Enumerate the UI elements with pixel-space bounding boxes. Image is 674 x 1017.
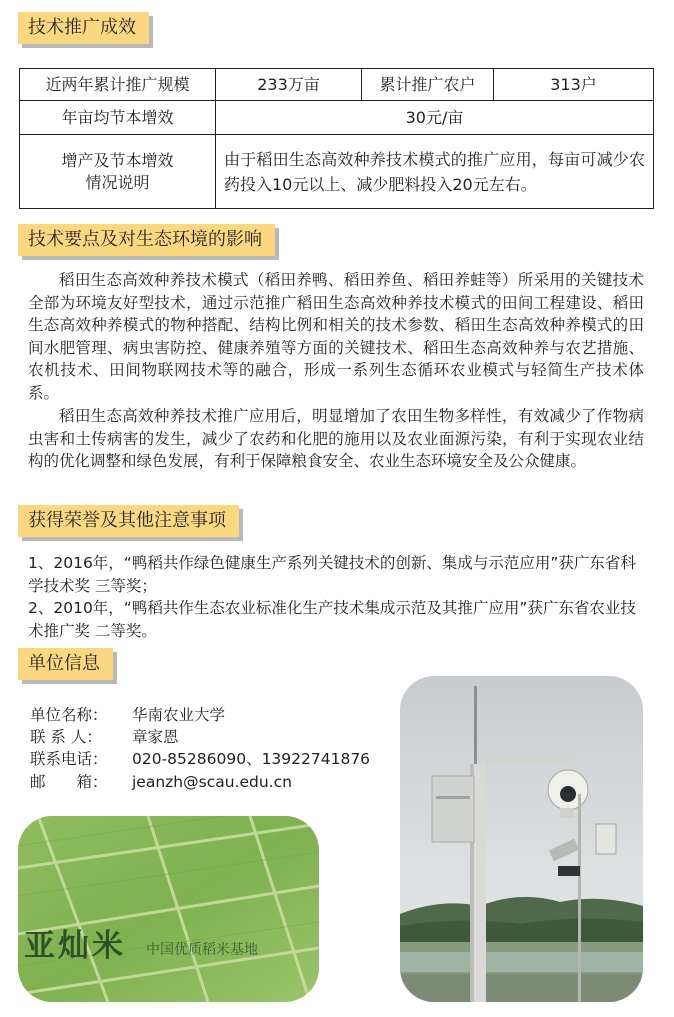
table-cell: 313户 — [494, 69, 654, 101]
contact-person: 章家恩 — [132, 728, 179, 747]
table-cell: 由于稻田生态高效种养技术模式的推广应用，每亩可减少农药投入10元以上、减少肥料投入20元左右。 — [216, 135, 654, 209]
monitoring-station-photo — [400, 676, 643, 1002]
table-cell-line: 情况说明 — [85, 172, 150, 192]
unit-name: 华南农业大学 — [132, 706, 226, 724]
info-row — [30, 771, 370, 793]
honor-list — [28, 552, 644, 642]
contact-phone: 020-85286090、13922741876 — [132, 750, 371, 769]
metrics-table — [19, 68, 654, 209]
info-label: 单位名称： — [30, 706, 108, 724]
table-cell-line: 增产及节本增效 — [61, 150, 174, 170]
paragraph: 稻田生态高效种养技术模式（稻田养鸭、稻田养鱼、稻田养蛙等）所采用的关键技术全部为环境友好型技术，通过示范推广稻田生态高效种养技术模式的田间工程建设、稻田生态高效种养模式的物种搭配、结构比例和相关的技术参数、稻田生态高效种养模式的田间水肥管理、病虫害防控、健康养殖等方面的关键技术、稻田生态高效种养与农艺措施、农机技术、田间物联网技术等的融合，形成一系列生态循环农业模式与轻简生产技术体系。 — [28, 271, 644, 402]
paragraph: 稻田生态高效种养技术推广应用后，明显增加了农田生物多样性，有效减少了作物病虫害和土传病害的发生，减少了农药和化肥的施用以及农业面源污染，有利于实现农业结构的优化调整和绿色发展，有利于保障粮食安全、农业生态环境安全及公众健康。 — [28, 407, 644, 471]
table-cell: 近两年累计推广规模 — [20, 69, 216, 101]
section-title-unit: 单位信息 — [18, 648, 113, 680]
unit-info — [30, 704, 370, 793]
section-title-results: 技术推广成效 — [18, 12, 149, 44]
field-big-text: 亚灿米 — [24, 928, 126, 964]
table-cell: 年亩均节本增效 — [20, 101, 216, 135]
table-cell: 累计推广农户 — [362, 69, 494, 101]
info-row — [30, 726, 370, 748]
section-title-key-points: 技术要点及对生态环境的影响 — [18, 224, 275, 256]
list-item: 2、2010年，“鸭稻共作生态农业标准化生产技术集成示范及其推广应用”获广东省农业技术推广奖 二等奖。 — [28, 599, 636, 640]
rice-field-photo — [18, 816, 319, 1002]
table-cell: 233万亩 — [216, 69, 362, 101]
table-cell — [20, 135, 216, 209]
info-label: 联系电话： — [30, 750, 108, 769]
table-row — [20, 69, 654, 101]
field-small-text: 中国优质稻米基地 — [146, 942, 258, 958]
info-row — [30, 704, 370, 726]
info-label: 邮 箱： — [30, 772, 108, 791]
table-row — [20, 135, 654, 209]
list-item: 1、2016年，“鸭稻共作绿色健康生产系列关键技术的创新、集成与示范应用”获广东省科学技术奖 三等奖； — [28, 554, 636, 595]
section-title-honors: 获得荣誉及其他注意事项 — [18, 505, 239, 537]
info-label: 联 系 人： — [30, 728, 102, 747]
info-row — [30, 748, 370, 770]
table-cell: 30元/亩 — [216, 101, 654, 135]
contact-email: jeanzh@scau.edu.cn — [132, 772, 292, 791]
table-row — [20, 101, 654, 135]
